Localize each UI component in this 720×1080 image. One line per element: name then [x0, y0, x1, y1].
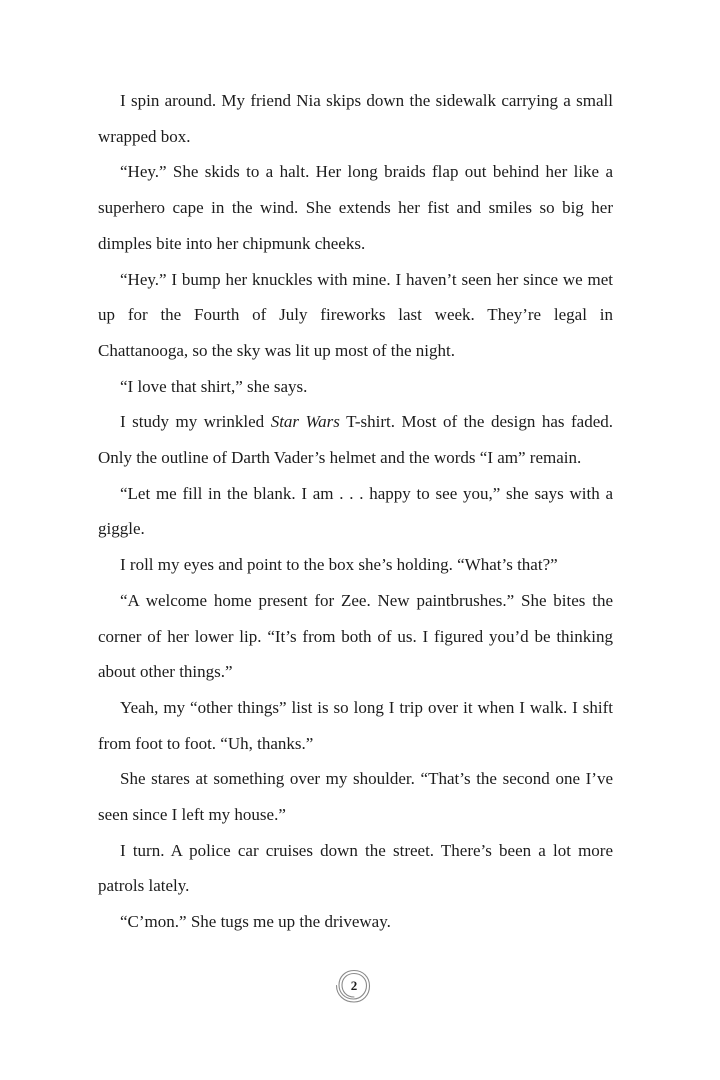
paragraph-text: “A welcome home present for Zee. New paintbrushes.” She bites the corner of her lower lip. “It’s from both of us. I figured you’d be thinking about other things.” — [98, 590, 613, 682]
paragraph-text: I turn. A police car cruises down the street. There’s been a lot more patrols lately. — [98, 840, 613, 896]
paragraph-text: “I love that shirt,” she says. — [120, 376, 308, 396]
paragraph — [98, 547, 613, 583]
paragraph — [98, 476, 613, 547]
paragraph — [98, 369, 613, 405]
paragraph-text: T-shirt. Most of the design has faded. Only the outline of Darth Vader’s helmet and the words “I am” remain. — [98, 412, 614, 468]
italic-title-text: Star Wars — [270, 412, 340, 432]
paragraph — [98, 404, 613, 475]
paragraph — [98, 262, 613, 369]
paragraph-text: I study my wrinkled — [120, 412, 271, 432]
paragraph — [98, 583, 613, 690]
paragraph — [98, 690, 613, 761]
paragraph-text: I roll my eyes and point to the box she’s holding. “What’s that?” — [120, 555, 558, 575]
paragraph-text: “Let me fill in the blank. I am . . . happy to see you,” she says with a giggle. — [98, 483, 613, 539]
paragraph — [98, 83, 613, 154]
paragraph-text: “C’mon.” She tugs me up the driveway. — [120, 912, 391, 932]
paragraph-text: “Hey.” I bump her knuckles with mine. I haven’t seen her since we met up for the Fourth of July fireworks last week. They’re legal in Chattanooga, so the sky was lit up most of the night. — [98, 269, 613, 360]
paragraph — [98, 833, 613, 904]
paragraph-text: I spin around. My friend Nia skips down the sidewalk carrying a small wrapped box. — [98, 91, 613, 146]
paragraph-text: Yeah, my “other things” list is so long I trip over it when I walk. I shift from foot to foot. “Uh, thanks.” — [98, 697, 613, 753]
paragraph — [98, 154, 613, 261]
paragraph — [98, 761, 613, 832]
body-text — [98, 83, 613, 940]
paragraph-text: She stares at something over my shoulder. “That’s the second one I’ve seen since I left my house.” — [98, 769, 613, 825]
page-number: 2 — [350, 978, 358, 993]
paragraph — [98, 904, 613, 940]
page-number-ornament — [334, 966, 374, 1006]
paragraph-text: “Hey.” She skids to a halt. Her long braids flap out behind her like a superhero cape in the wind. She extends her fist and smiles so big her dimples bite into her chipmunk cheeks. — [98, 162, 613, 253]
